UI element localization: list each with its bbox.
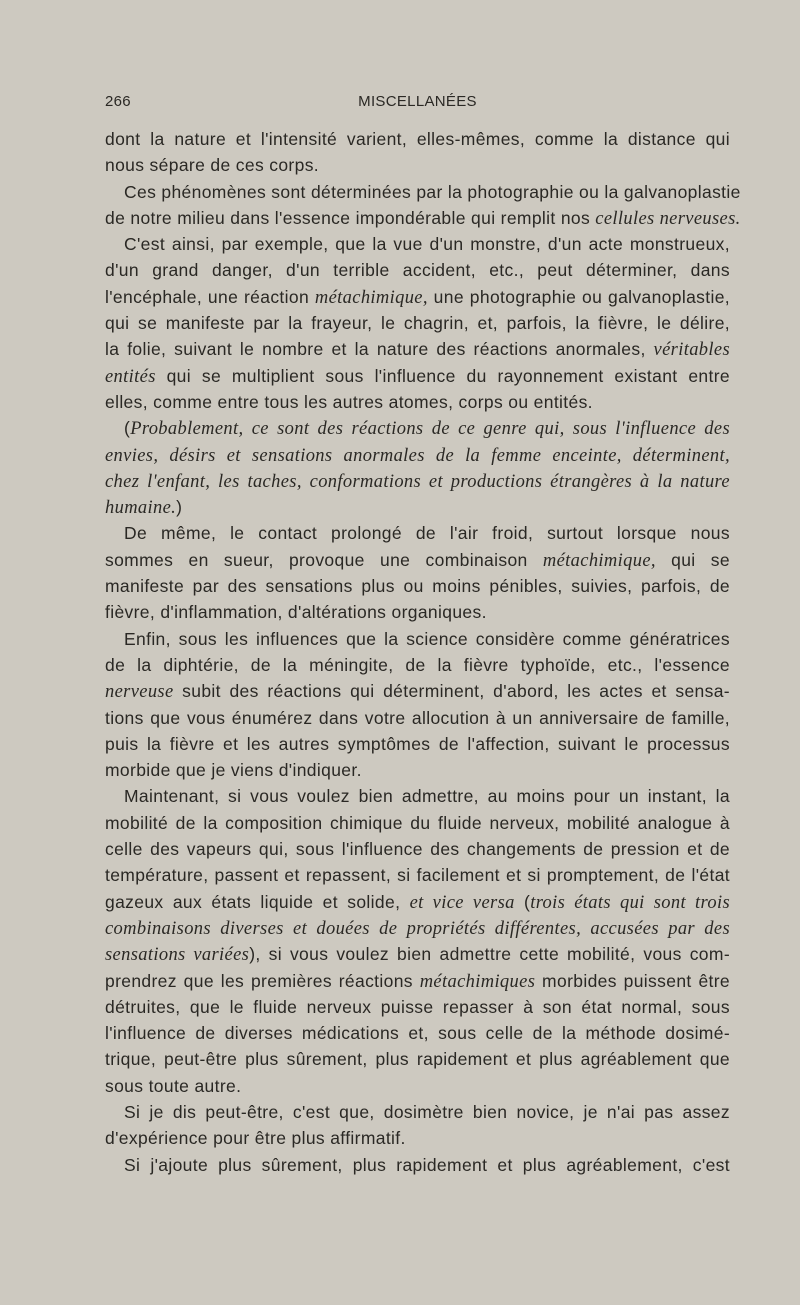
text-line bbox=[105, 783, 730, 809]
text-run: C'est ainsi, par exemple, que la vue d'un monstre, d'un acte monstrueux, bbox=[124, 234, 730, 255]
text-line bbox=[105, 126, 730, 152]
text-run: l'influence de diverses médications et, sous celle de la méthode dosimé- bbox=[105, 1023, 730, 1044]
text-run: Maintenant, si vous voulez bien admettre, au moins pour un instant, la bbox=[124, 786, 730, 807]
text-run: de notre milieu dans l'essence impondérable qui remplit nos bbox=[105, 207, 596, 228]
text-line bbox=[105, 968, 730, 994]
text-run: subit des réactions qui déterminent, d'abord, les actes et sensa- bbox=[173, 681, 730, 702]
text-run: morbides puissent être bbox=[535, 970, 730, 991]
text-line bbox=[105, 1073, 730, 1099]
text-line bbox=[105, 994, 730, 1020]
text-line bbox=[105, 1099, 730, 1125]
text-run: de la diphtérie, de la méningite, de la fièvre typhoïde, etc., l'essence bbox=[105, 654, 730, 675]
text-run: De même, le contact prolongé de l'air froid, surtout lorsque nous bbox=[124, 523, 730, 544]
text-line bbox=[105, 205, 741, 231]
text-line bbox=[105, 836, 730, 862]
text-line bbox=[105, 468, 730, 494]
text-line bbox=[105, 284, 730, 310]
text-run: prendrez que les premières réactions bbox=[105, 970, 420, 991]
text-line bbox=[105, 415, 730, 441]
text-line bbox=[105, 941, 730, 967]
text-line bbox=[105, 862, 730, 888]
text-run: d'expérience pour être plus affirmatif. bbox=[105, 1128, 406, 1149]
italic-run: entités bbox=[105, 366, 156, 387]
text-run: dont la nature et l'intensité varient, elles-mêmes, comme la distance qui bbox=[105, 129, 730, 149]
text-run: détruites, que le fluide nerveux puisse repasser à son état normal, sous bbox=[105, 996, 730, 1017]
text-run: manifeste par des sensations plus ou moins pénibles, suivies, parfois, de bbox=[105, 576, 730, 597]
text-run: tions que vous énumérez dans votre allocution à un anniversaire de famille, bbox=[105, 707, 730, 728]
text-run: sous toute autre. bbox=[105, 1075, 242, 1096]
italic-run: métachimique, bbox=[542, 550, 656, 571]
italic-run: Probablement, ce sont des réactions de ce genre qui, sous l'influence des bbox=[130, 419, 730, 440]
text-line bbox=[105, 678, 730, 704]
text-line bbox=[105, 547, 730, 573]
text-line bbox=[105, 889, 730, 915]
italic-run: métachimique, bbox=[314, 287, 428, 308]
running-title: MISCELLANÉES bbox=[358, 93, 477, 110]
italic-run: trois états qui sont trois bbox=[530, 892, 731, 913]
text-run: qui se multiplient sous l'influence du rayonnement existant entre bbox=[155, 365, 730, 386]
text-line bbox=[105, 336, 730, 362]
text-line bbox=[105, 1020, 730, 1046]
text-run: Enfin, sous les influences que la science considère comme génératrices bbox=[124, 628, 730, 649]
text-line bbox=[105, 152, 730, 178]
page-number: 266 bbox=[105, 93, 131, 110]
italic-run: véritables bbox=[653, 340, 730, 361]
text-run: mobilité de la composition chimique du fluide nerveux, mobilité analogue à bbox=[105, 812, 730, 833]
text-run: nous sépare de ces corps. bbox=[105, 155, 320, 176]
text-run: d'un grand danger, d'un terrible accident, etc., peut déterminer, dans bbox=[105, 260, 730, 281]
italic-run: sensations variées bbox=[105, 945, 250, 966]
text-run: Si j'ajoute plus sûrement, plus rapidement et plus agréablement, c'est bbox=[124, 1154, 730, 1175]
text-line bbox=[105, 757, 730, 783]
text-line bbox=[105, 310, 730, 336]
italic-run: envies, désirs et sensations anormales de la femme enceinte, déterminent, bbox=[105, 445, 730, 466]
text-run: celle des vapeurs qui, sous l'influence des changements de pression et de bbox=[105, 839, 730, 860]
text-run: la folie, suivant le nombre et la nature des réactions anormales, bbox=[105, 339, 654, 360]
text-line bbox=[105, 652, 730, 678]
text-run: qui se bbox=[655, 549, 730, 570]
text-run: morbide que je viens d'indiquer. bbox=[105, 760, 362, 781]
text-run: Si je dis peut-être, c'est que, dosimètre bien novice, je n'ai pas assez bbox=[124, 1101, 730, 1122]
italic-run: et vice versa bbox=[409, 892, 515, 913]
text-line bbox=[105, 705, 730, 731]
italic-run: humaine. bbox=[105, 498, 177, 519]
text-line bbox=[105, 1152, 730, 1178]
text-line bbox=[105, 626, 730, 652]
text-run: ) bbox=[176, 497, 183, 518]
text-line bbox=[105, 363, 730, 389]
text-run: sommes en sueur, provoque une combinaison bbox=[105, 549, 543, 570]
text-run: gazeux aux états liquide et solide, bbox=[105, 891, 410, 912]
text-run: fièvre, d'inflammation, d'altérations organiques. bbox=[105, 602, 487, 623]
text-line bbox=[105, 179, 741, 205]
text-line bbox=[105, 389, 730, 415]
text-run: qui se manifeste par la frayeur, le chagrin, et, parfois, la fièvre, le délire, bbox=[105, 313, 730, 334]
italic-run: combinaisons diverses et douées de propriétés différentes, accusées par des bbox=[105, 918, 730, 939]
text-run: une photographie ou galvanoplastie, bbox=[427, 286, 730, 307]
text-run: l'encéphale, une réaction bbox=[105, 286, 315, 307]
text-run: ), si vous voulez bien admettre cette mobilité, vous com- bbox=[249, 944, 730, 965]
page-header bbox=[105, 93, 730, 115]
text-line bbox=[105, 494, 730, 520]
text-line bbox=[105, 231, 730, 257]
body-text bbox=[105, 126, 741, 1178]
text-line bbox=[105, 442, 730, 468]
text-line bbox=[105, 257, 730, 283]
text-run: trique, peut-être plus sûrement, plus rapidement et plus agréablement que bbox=[105, 1049, 730, 1070]
text-line bbox=[105, 599, 730, 625]
text-line bbox=[105, 731, 730, 757]
text-line bbox=[105, 1046, 730, 1072]
italic-run: chez l'enfant, les taches, conformations et productions étrangères à la nature bbox=[105, 471, 730, 492]
text-run: température, passent et repassent, si facilement et si promptement, de l'état bbox=[105, 865, 730, 886]
text-run: elles, comme entre tous les autres atomes, corps ou entités. bbox=[105, 391, 593, 412]
text-line bbox=[105, 915, 730, 941]
text-line bbox=[105, 1125, 730, 1151]
text-line bbox=[105, 810, 730, 836]
text-line bbox=[105, 520, 730, 546]
italic-run: nerveuse bbox=[105, 682, 174, 703]
text-run: ( bbox=[514, 891, 531, 912]
italic-run: métachimiques bbox=[419, 971, 536, 992]
text-line bbox=[105, 573, 730, 599]
text-run: Ces phénomènes sont déterminées par la photographie ou la galvanoplastie bbox=[124, 181, 741, 202]
italic-run: cellules nerveuses. bbox=[595, 208, 741, 229]
text-run: puis la fièvre et les autres symptômes de l'affection, suivant le processus bbox=[105, 733, 730, 754]
text-run: ( bbox=[124, 418, 131, 439]
